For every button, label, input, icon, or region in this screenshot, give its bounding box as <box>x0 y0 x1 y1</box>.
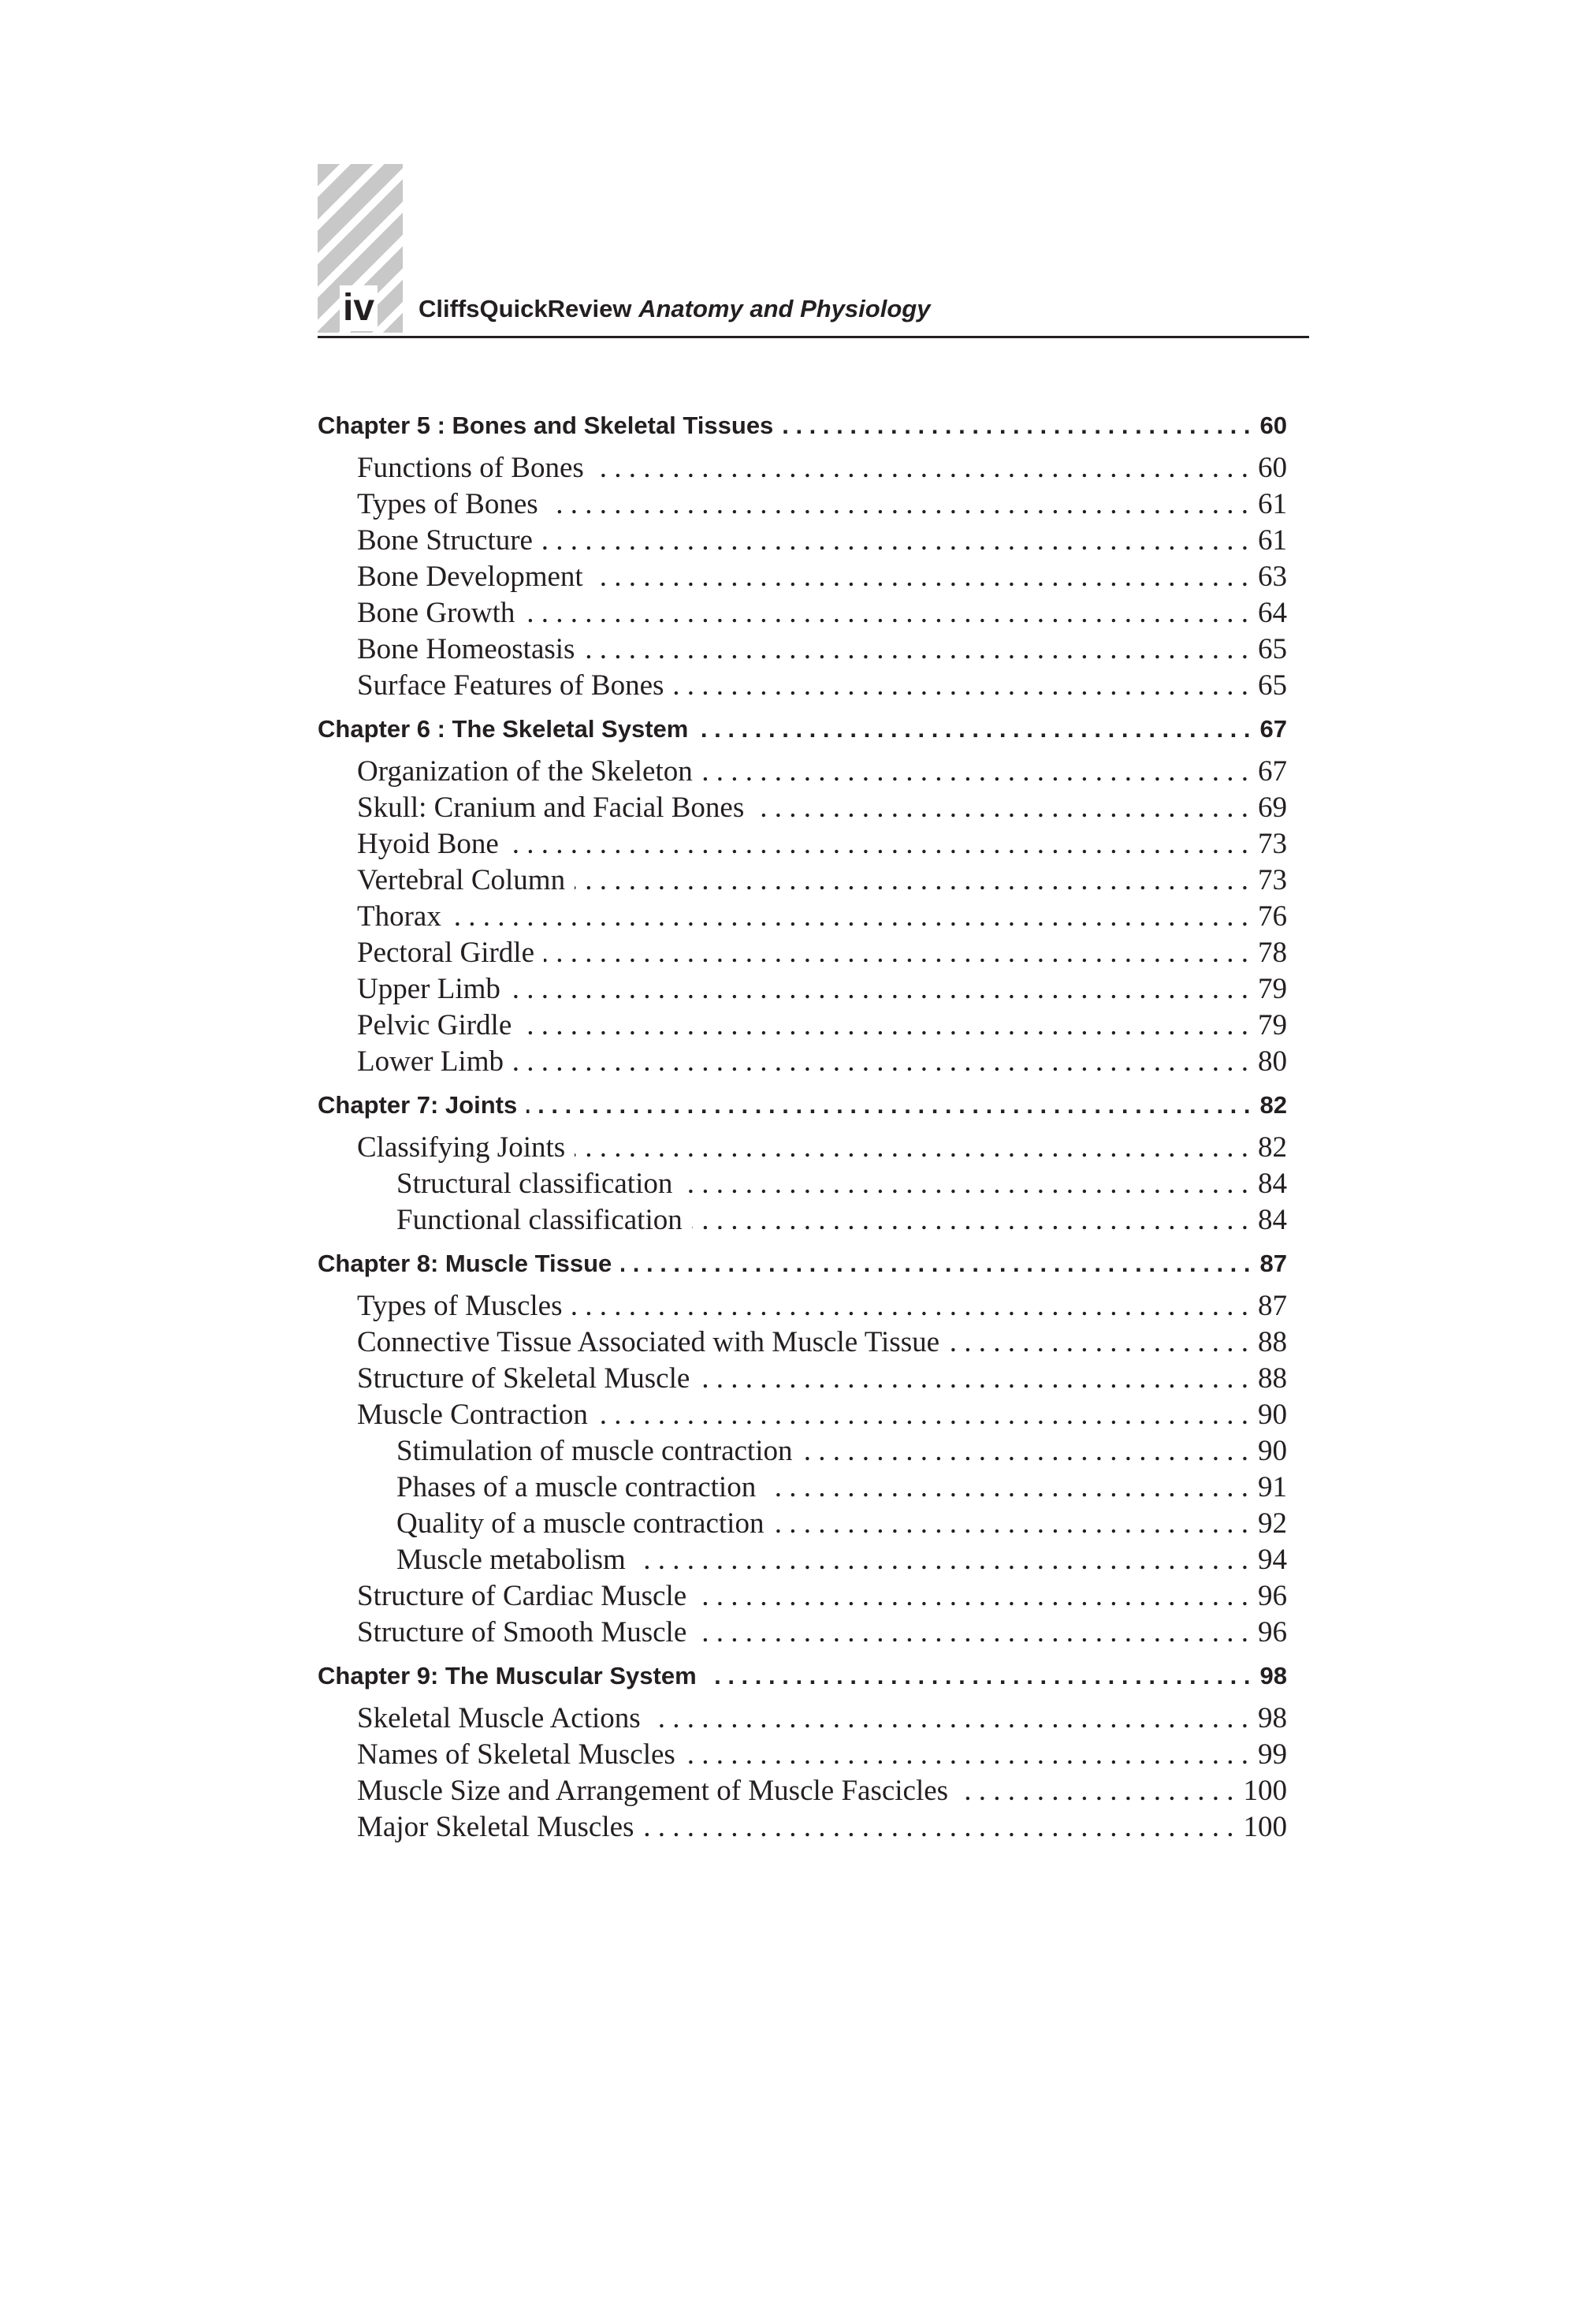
chapter-page-number: 67 <box>1259 715 1287 743</box>
entry-page-number: 100 <box>1243 1775 1287 1807</box>
entry-title: Structure of Skeletal Muscle <box>357 1362 690 1395</box>
entry-title: Types of Bones <box>357 488 538 520</box>
toc-chapter <box>318 404 1287 705</box>
toc-entry[interactable] <box>318 863 1287 900</box>
dot-leader <box>526 1091 1250 1119</box>
dot-leader <box>643 1810 1233 1844</box>
dot-leader <box>673 669 1248 702</box>
entry-title: Muscle metabolism <box>396 1544 626 1576</box>
toc-chapter <box>318 1083 1287 1239</box>
toc-entry[interactable] <box>318 791 1287 827</box>
entry-title: Structure of Smooth Muscle <box>357 1616 687 1648</box>
book-subtitle: Anatomy and Physiology <box>638 295 931 322</box>
entry-title: Connective Tissue Associated with Muscle Tissue <box>357 1326 940 1358</box>
entry-page-number: 94 <box>1258 1544 1287 1576</box>
dot-leader <box>699 1362 1248 1395</box>
entry-title: Lower Limb <box>357 1045 504 1078</box>
entry-page-number: 90 <box>1258 1399 1287 1431</box>
toc-entry[interactable] <box>318 936 1287 972</box>
entry-page-number: 65 <box>1258 669 1287 702</box>
book-title <box>419 295 930 323</box>
dot-leader <box>593 560 1248 594</box>
dot-leader <box>542 523 1248 557</box>
entry-title: Bone Growth <box>357 597 515 629</box>
book-title-main: CliffsQuickReview <box>419 295 632 322</box>
toc-entry[interactable] <box>318 900 1287 936</box>
dot-leader <box>696 1615 1248 1649</box>
entry-title: Structure of Cardiac Muscle <box>357 1580 687 1612</box>
entry-title: Skull: Cranium and Facial Bones <box>357 792 745 824</box>
entry-page-number: 88 <box>1258 1326 1287 1358</box>
dot-leader <box>521 1008 1248 1042</box>
entry-title: Structural classification <box>396 1168 673 1200</box>
toc-entry[interactable] <box>318 451 1287 487</box>
dot-leader <box>783 412 1250 440</box>
dot-leader <box>753 791 1248 825</box>
entry-title: Bone Development <box>357 561 583 593</box>
entry-title: Vertebral Column <box>357 864 566 896</box>
toc-entry[interactable] <box>318 1738 1287 1774</box>
entry-title: Bone Homeostasis <box>357 633 575 665</box>
entry-page-number: 84 <box>1258 1168 1287 1200</box>
toc-entry[interactable] <box>318 1289 1287 1325</box>
entry-page-number: 67 <box>1258 755 1287 788</box>
dot-leader <box>548 487 1248 521</box>
toc-entry[interactable] <box>318 1470 1287 1507</box>
toc-entry[interactable] <box>318 1398 1287 1434</box>
entry-page-number: 84 <box>1258 1204 1287 1236</box>
entry-title: Skeletal Muscle Actions <box>357 1702 641 1734</box>
chapter-page-number: 87 <box>1259 1250 1287 1277</box>
dot-leader <box>650 1701 1248 1735</box>
entry-page-number: 79 <box>1258 973 1287 1005</box>
dot-leader <box>698 715 1250 743</box>
toc-entry[interactable] <box>318 669 1287 705</box>
entry-page-number: 90 <box>1258 1435 1287 1467</box>
toc-entry[interactable] <box>318 1434 1287 1470</box>
toc-entry[interactable] <box>318 1362 1287 1398</box>
entry-title: Bone Structure <box>357 524 533 557</box>
chapter-heading[interactable] <box>318 1242 1287 1289</box>
dot-leader <box>949 1325 1248 1359</box>
entry-page-number: 96 <box>1258 1580 1287 1612</box>
entry-title: Classifying Joints <box>357 1131 566 1164</box>
toc-entry[interactable] <box>318 1615 1287 1652</box>
entry-title: Names of Skeletal Muscles <box>357 1738 675 1771</box>
entry-title: Types of Muscles <box>357 1290 563 1322</box>
toc-entry[interactable] <box>318 1203 1287 1239</box>
entry-title: Thorax <box>357 900 441 933</box>
chapter-title: Chapter 6 : The Skeletal System <box>318 715 689 743</box>
toc-chapter <box>318 1654 1287 1846</box>
toc-entry[interactable] <box>318 632 1287 669</box>
dot-leader <box>544 936 1248 970</box>
chapter-heading[interactable] <box>318 1083 1287 1131</box>
toc-entry[interactable] <box>318 972 1287 1008</box>
dot-leader <box>635 1543 1248 1577</box>
chapter-title: Chapter 7: Joints <box>318 1091 518 1119</box>
dot-leader <box>696 1579 1248 1613</box>
toc-entry[interactable] <box>318 1579 1287 1615</box>
entry-title: Functions of Bones <box>357 452 584 484</box>
chapter-title: Chapter 5 : Bones and Skeletal Tissues <box>318 412 774 439</box>
entry-page-number: 87 <box>1258 1290 1287 1322</box>
toc-chapter <box>318 1242 1287 1652</box>
dot-leader <box>513 1045 1248 1078</box>
entry-title: Pelvic Girdle <box>357 1009 512 1041</box>
entry-page-number: 82 <box>1258 1131 1287 1164</box>
table-of-contents <box>318 404 1287 1849</box>
chapter-page-number: 98 <box>1259 1662 1287 1689</box>
chapter-title: Chapter 9: The Muscular System <box>318 1662 697 1689</box>
toc-entry[interactable] <box>318 523 1287 560</box>
toc-entry[interactable] <box>318 1045 1287 1081</box>
dot-leader <box>802 1434 1248 1468</box>
dot-leader <box>571 1289 1248 1323</box>
toc-entry[interactable] <box>318 1507 1287 1543</box>
entry-title: Surface Features of Bones <box>357 669 664 702</box>
toc-entry[interactable] <box>318 1167 1287 1203</box>
entry-page-number: 69 <box>1258 792 1287 824</box>
entry-title: Major Skeletal Muscles <box>357 1811 634 1843</box>
entry-title: Functional classification <box>396 1204 683 1236</box>
entry-page-number: 65 <box>1258 633 1287 665</box>
entry-title: Pectoral Girdle <box>357 937 534 969</box>
dot-leader <box>508 827 1248 861</box>
toc-entry[interactable] <box>318 1543 1287 1579</box>
dot-leader <box>773 1507 1248 1540</box>
dot-leader <box>510 972 1248 1006</box>
entry-page-number: 76 <box>1258 900 1287 933</box>
dot-leader <box>575 1131 1248 1164</box>
chapter-page-number: 82 <box>1259 1091 1287 1119</box>
chapter-heading[interactable] <box>318 404 1287 451</box>
entry-title: Hyoid Bone <box>357 828 499 860</box>
dot-leader <box>575 863 1248 897</box>
dot-leader <box>451 900 1248 933</box>
entry-page-number: 61 <box>1258 524 1287 557</box>
dot-leader <box>524 596 1248 630</box>
toc-entry[interactable] <box>318 560 1287 596</box>
entry-title: Upper Limb <box>357 973 500 1005</box>
chapter-page-number: 60 <box>1259 412 1287 439</box>
entry-page-number: 78 <box>1258 937 1287 969</box>
toc-entry[interactable] <box>318 827 1287 863</box>
dot-leader <box>597 1398 1248 1432</box>
dot-leader <box>692 1203 1248 1237</box>
dot-leader <box>621 1250 1250 1278</box>
toc-entry[interactable] <box>318 1701 1287 1738</box>
entry-page-number: 92 <box>1258 1507 1287 1540</box>
entry-page-number: 98 <box>1258 1702 1287 1734</box>
entry-title: Organization of the Skeleton <box>357 755 693 788</box>
entry-page-number: 91 <box>1258 1471 1287 1503</box>
entry-page-number: 73 <box>1258 828 1287 860</box>
entry-page-number: 99 <box>1258 1738 1287 1771</box>
chapter-heading[interactable] <box>318 707 1287 754</box>
toc-entry[interactable] <box>318 1325 1287 1362</box>
toc-entry[interactable] <box>318 487 1287 523</box>
entry-title: Quality of a muscle contraction <box>396 1507 765 1540</box>
toc-entry[interactable] <box>318 1774 1287 1810</box>
entry-page-number: 73 <box>1258 864 1287 896</box>
entry-page-number: 79 <box>1258 1009 1287 1041</box>
toc-entry[interactable] <box>318 1131 1287 1167</box>
toc-entry[interactable] <box>318 754 1287 791</box>
entry-page-number: 100 <box>1243 1811 1287 1843</box>
dot-leader <box>584 632 1248 666</box>
dot-leader <box>685 1738 1248 1771</box>
toc-entry[interactable] <box>318 1008 1287 1045</box>
entry-page-number: 63 <box>1258 561 1287 593</box>
entry-page-number: 64 <box>1258 597 1287 629</box>
dot-leader <box>765 1470 1248 1504</box>
dot-leader <box>958 1774 1233 1808</box>
entry-title: Stimulation of muscle contraction <box>396 1435 793 1467</box>
toc-entry[interactable] <box>318 596 1287 632</box>
entry-page-number: 61 <box>1258 488 1287 520</box>
chapter-title: Chapter 8: Muscle Tissue <box>318 1250 612 1277</box>
dot-leader <box>702 754 1248 788</box>
dot-leader <box>682 1167 1248 1201</box>
entry-page-number: 80 <box>1258 1045 1287 1078</box>
dot-leader <box>706 1662 1251 1690</box>
toc-chapter <box>318 707 1287 1081</box>
entry-page-number: 88 <box>1258 1362 1287 1395</box>
running-header <box>318 289 1309 338</box>
entry-title: Phases of a muscle contraction <box>396 1471 757 1503</box>
entry-page-number: 96 <box>1258 1616 1287 1648</box>
page-number: iv <box>340 285 378 331</box>
entry-title: Muscle Contraction <box>357 1399 588 1431</box>
toc-entry[interactable] <box>318 1810 1287 1846</box>
dot-leader <box>593 451 1248 485</box>
entry-title: Muscle Size and Arrangement of Muscle Fascicles <box>357 1775 949 1807</box>
entry-page-number: 60 <box>1258 452 1287 484</box>
chapter-heading[interactable] <box>318 1654 1287 1701</box>
